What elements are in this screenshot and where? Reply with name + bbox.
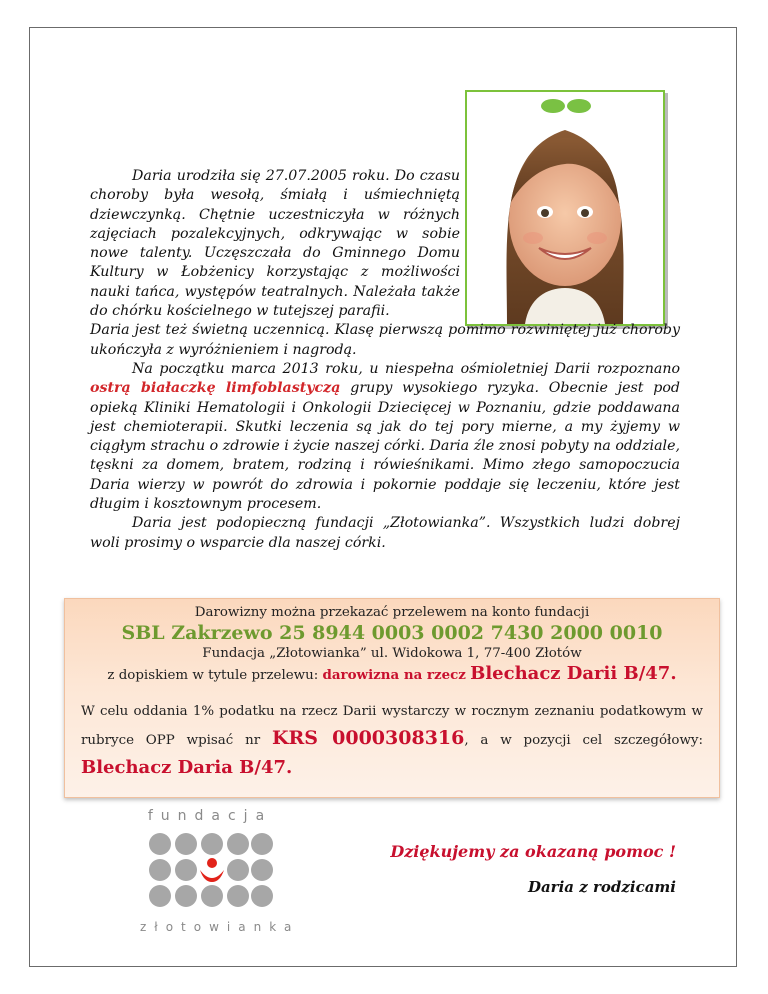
foundation-address: Fundacja „Złotowianka” ul. Widokowa 1, 77-400 Złotów — [202, 646, 582, 661]
krs-number: KRS 0000308316 — [271, 727, 465, 749]
story-paragraph-2 — [90, 360, 680, 514]
logo-top-text: fundacja — [147, 808, 273, 824]
transfer-title-prefix: z dopiskiem w tytule przelewu: — [107, 668, 319, 683]
transfer-title-small: darowizna na rzecz — [322, 667, 466, 683]
story-paragraph-1-continued: Daria jest też świetną uczennicą. Klasę pierwszą pomimo rozwiniętej już choroby ukończyła z wyróżnieniem i nagrodą. — [90, 322, 680, 358]
story-paragraph-2-end: grupy wysokiego ryzyka. Obecnie jest pod opieką Kliniki Hematologii i Onkologii Dziecięcej w Poznaniu, gdzie poddawana jest chemioterapii. Skutki leczenia są jak do tej pory mierne, a my żyjemy w ciągłym strachu o zdrowie i życie naszej córki. Daria źle znosi pobyty na oddziale, tęskni za domem, bratem, rodziną i rówieśnikami. Mimo złego samopoczucia Daria wierzy w powrót do zdrowia i pokornie poddaje się leczeniu, które jest długim i kosztownym procesem. — [90, 380, 681, 513]
tax-text-2: , a w pozycji cel szczegółowy: — [464, 733, 704, 748]
donation-intro: Darowizny można przekazać przelewem na konto fundacji — [194, 605, 590, 620]
tax-text-1: W celu oddania 1% podatku na rzecz Darii wystarczy w rocznym zeznaniu podatkowym w rubryce OPP wpisać nr — [81, 704, 703, 748]
donation-box — [64, 598, 720, 798]
thank-you-text: Dziękujemy za okazaną pomoc ! — [390, 842, 676, 861]
tax-instruction — [81, 698, 703, 783]
foundation-logo — [140, 808, 300, 940]
story-text — [90, 167, 680, 553]
transfer-title — [81, 663, 703, 684]
tax-beneficiary: Blechacz Daria B/47. — [81, 757, 293, 778]
logo-circles-icon — [146, 830, 274, 920]
signature-text: Daria z rodzicami — [527, 878, 676, 896]
diagnosis-highlight: ostrą białaczkę limfoblastyczą — [90, 380, 341, 397]
bank-account: SBL Zakrzewo 25 8944 0003 0002 7430 2000 0010 — [121, 622, 663, 644]
story-paragraph-3: Daria jest podopieczną fundacji „Złotowianka”. Wszystkich ludzi dobrej woli prosimy o wsparcie dla naszej córki. — [90, 515, 680, 551]
transfer-title-name: Blechacz Darii B/47. — [470, 663, 677, 684]
story-paragraph-2-start: Na początku marca 2013 roku, u niespełna ośmioletniej Darii rozpoznano — [132, 360, 680, 377]
logo-bottom-text: złotowianka — [140, 920, 300, 934]
story-paragraph-1: Daria urodziła się 27.07.2005 roku. Do czasu choroby była wesołą, śmiałą i uśmiechniętą dziewczynką. Chętnie uczestniczyła w różnych zajęciach pozalekcyjnych, odkrywając w sobie nowe talenty. Uczęszczała do Gminnego Domu Kultury w Łobżenicy korzystając z możliwości nauki tańca, występów teatralnych. Należała także do chórku kościelnego w tutejszej parafii. — [90, 168, 460, 320]
